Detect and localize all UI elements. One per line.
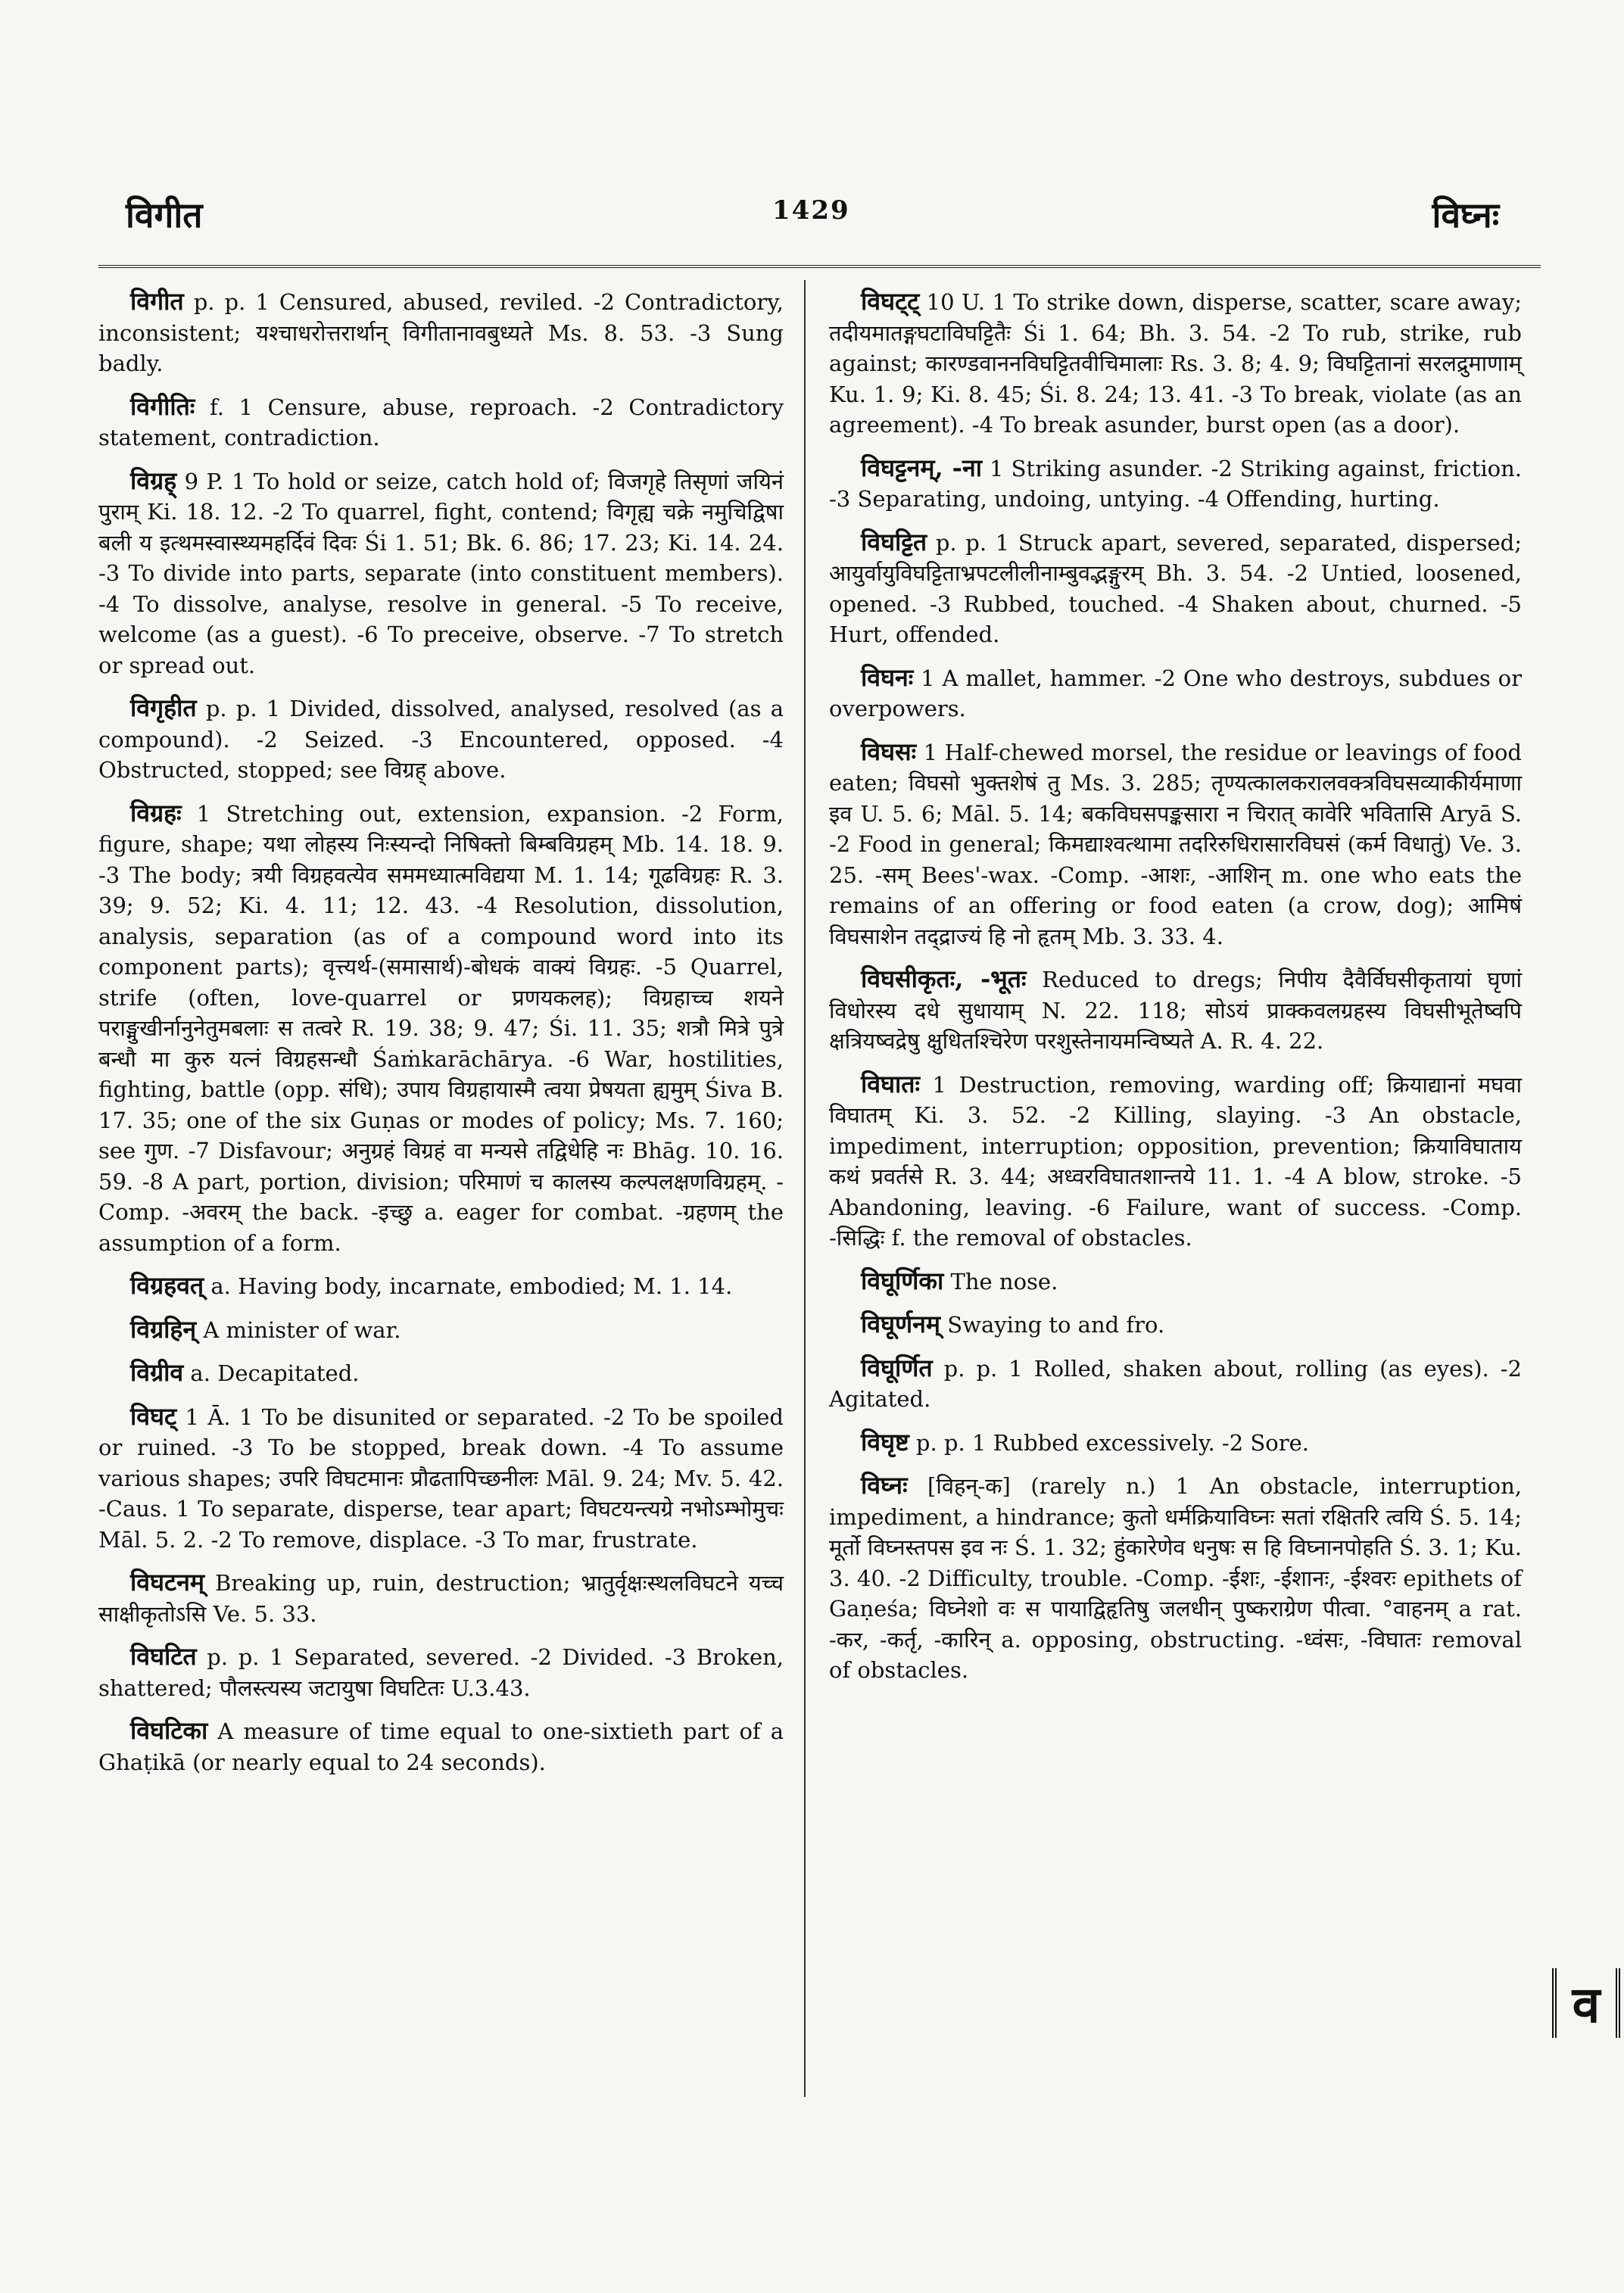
entry-definition: p. p. 1 Rolled, shaken about, rolling (as eyes). -2 Agitated. (829, 1355, 1522, 1412)
entry-definition: 1 Stretching out, extension, expansion. -2 Form, figure, shape; यथा लोहस्य निःस्यन्दो निषिक्तो बिम्बविग्रहम् Mb. 14. 18. 9. -3 The body; त्रयी विग्रहवत्येव सममध्यात्मविद्यया M. 1. 14; गूढविग्रहः R. 3. 39; 9. 52; Ki. 4. 11; 12. 43. -4 Resolution, dissolution, analysis, separation (as of a compound word into its component parts); वृत्त्यर्थ-(समासार्थ)-बोधकं वाक्यं विग्रहः. -5 Quarrel, strife (often, love-quarrel or प्रणयकलह); विग्रहाच्च शयने पराङ्मुखीर्नानुनेतुमबलाः स तत्वरे R. 19. 38; 9. 47; Śi. 11. 35; शत्रौ मित्रे पुत्रे बन्धौ मा कुरु यत्नं विग्रहसन्धौ Śaṁkarāchārya. -6 War, hostilities, fighting, battle (opp. संधि); उपाय विग्रहायास्मै त्वया प्रेषयता ह्यमुम् Śiva B. 17. 35; one of the six Guṇas or modes of policy; Ms. 7. 160; see गुण. -7 Disfavour; अनुग्रहं विग्रहं वा मन्यसे तद्विधेहि नः Bhāg. 10. 16. 59. -8 A part, portion, division; परिमाणं च कालस्य कल्पलक्षणविग्रहम्. -Comp. -अवरम् the back. -इच्छु a. eager for combat. -ग्रहणम् the assumption of a form. (98, 800, 784, 1256)
dictionary-entry (98, 1357, 784, 1389)
dictionary-entry (98, 1270, 784, 1302)
dictionary-entry (98, 1641, 784, 1703)
entry-definition: Swaying to and fro. (940, 1312, 1165, 1338)
entry-headword: विघूर्णिका (861, 1266, 944, 1295)
dictionary-entry (98, 466, 784, 681)
entry-definition: 1 Half-chewed morsel, the residue or leavings of food eaten; विघसो भुक्तशेषं तु Ms. 3. 285; तृण्यत्कालकरालवक्त्रविघसव्याकीर्यमाणा इव U. 5. 6; Māl. 5. 14; बकविघसपङ्कसारा न चिरात् कावेरि भवितासि Aryā S. -2 Food in general; किमद्याश्वत्थामा तदरिरुधिरासारविघसं (कर्म विधातुं) Ve. 3. 25. -सम् Bees'-wax. -Comp. -आशः, -आशिन् m. one who eats the remains of an offering or food eaten (a crow, dog); आमिषं विघसाशेन तद्द्राज्यं हि नो हृतम् Mb. 3. 33. 4. (829, 739, 1522, 949)
entry-definition: 1 Ā. 1 To be disunited or separated. -2 To be spoiled or ruined. -3 To be stopped, break down. -4 To assume various shapes; उपरि विघटमानः प्रौढतापिच्छनीलः Māl. 9. 24; Mv. 5. 42. -Caus. 1 To separate, disperse, tear apart; विघटयन्त्यग्रे नभोऽम्भोमुचः Māl. 5. 2. -2 To remove, displace. -3 To mar, frustrate. (98, 1404, 784, 1553)
entry-definition: a. Having body, incarnate, embodied; M. 1. 14. (204, 1273, 733, 1299)
entry-definition: p. p. 1 Struck apart, severed, separated, dispersed; आयुर्वायुविघट्टिताभ्रपटलीलीनाम्बुवद्भङ्गुरम् Bh. 3. 54. -2 Untied, loosened, opened. -3 Rubbed, touched. -4 Shaken about, churned. -5 Hurt, offended. (829, 529, 1522, 647)
dictionary-entry (829, 1266, 1522, 1298)
entry-headword: विघातः (861, 1069, 920, 1098)
entry-headword: विग्रहवत् (130, 1271, 204, 1300)
dictionary-entry (829, 662, 1522, 724)
dictionary-entry (829, 453, 1522, 515)
dictionary-entry (829, 527, 1522, 650)
left-column (98, 286, 784, 1790)
dictionary-entry (829, 1427, 1522, 1459)
entry-definition: A measure of time equal to one-sixtieth part of a Ghaṭikā (or nearly equal to 24 seconds). (98, 1718, 784, 1775)
entry-headword: विग्रहिन् (130, 1314, 197, 1344)
entry-definition: The nose. (943, 1268, 1058, 1294)
thumb-index-tab: व (1552, 1968, 1620, 2038)
entry-headword: विघटित (130, 1642, 197, 1671)
entry-definition: 1 Striking asunder. -2 Striking against, friction. -3 Separating, undoing, untying. -4 Offending, hurting. (829, 455, 1522, 512)
right-column (829, 286, 1522, 1698)
entry-definition: a. Decapitated. (183, 1360, 360, 1386)
entry-headword: विगृहीत (130, 693, 197, 722)
entry-headword: विघृष्ट (861, 1427, 909, 1456)
entry-headword: विग्रह् (130, 466, 177, 495)
page-number: 1429 (772, 195, 850, 226)
dictionary-entry (829, 737, 1522, 952)
entry-headword: विग्रहः (130, 798, 182, 827)
entry-definition: 10 U. 1 To strike down, disperse, scatter, scare away; तदीयमातङ्गघटाविघट्टितैः Śi 1. 64; Bh. 3. 54. -2 To rub, strike, rub against; कारण्डवाननविघट्टितवीचिमालाः Rs. 3. 8; 4. 9; विघट्टितानां सरलद्रुमाणाम् Ku. 1. 9; Ki. 8. 45; Śi. 8. 24; 13. 41. -3 To break, violate (as an agreement). -4 To break asunder, burst open (as a door). (829, 289, 1522, 438)
dictionary-entry (98, 391, 784, 453)
dictionary-entry (98, 286, 784, 379)
entry-headword: विघसीकृतः, -भूतः (861, 964, 1027, 993)
entry-headword: विघनः (861, 662, 914, 692)
entry-headword: विग्रीव (130, 1358, 184, 1387)
entry-definition: p. p. 1 Separated, severed. -2 Divided. -3 Broken, shattered; पौलस्त्यस्य जटायुषा विघटितः U.3.43. (98, 1644, 784, 1701)
entry-definition: [विहन्-क] (rarely n.) 1 An obstacle, interruption, impediment, a hindrance; कुतो धर्मक्रियाविघ्नः सतां रक्षितरि त्वयि Ś. 5. 14; मूर्तो विघ्नस्तपस इव नः Ś. 1. 32; हुंकारेणेव धनुषः स हि विघ्नानपोहति Ś. 3. 1; Ku. 3. 40. -2 Difficulty, trouble. -Comp. -ईशः, -ईशानः, -ईश्वरः epithets of Gaṇeśa; विघ्नेशो वः स पायाद्विहृतिषु जलधीन् पुष्कराग्रेण पीत्वा. °वाहनम् a rat. -कर, -कर्तृ, -कारिन् a. opposing, obstructing. -ध्वंसः, -विघातः removal of obstacles. (829, 1473, 1522, 1683)
dictionary-entry (98, 1715, 784, 1777)
header-right-guide-word: विघ्नः (1432, 195, 1499, 235)
dictionary-entry (98, 693, 784, 786)
entry-headword: विघटिका (130, 1716, 208, 1745)
entry-definition: 1 A mallet, hammer. -2 One who destroys, subdues or overpowers. (829, 665, 1522, 721)
page-header (98, 191, 1529, 251)
dictionary-entry (829, 1353, 1522, 1415)
entry-definition: p. p. 1 Censured, abused, reviled. -2 Contradictory, inconsistent; यश्चाधरोत्तरार्थान् विगीतानावबुध्यते Ms. 8. 53. -3 Sung badly. (98, 289, 784, 376)
header-rule (98, 265, 1541, 268)
entry-headword: विघसः (861, 737, 917, 766)
entry-headword: विघूर्णनम् (861, 1310, 941, 1338)
header-left-guide-word: विगीत (126, 195, 203, 235)
entry-definition: f. 1 Censure, abuse, reproach. -2 Contradictory statement, contradiction. (98, 394, 784, 450)
entry-headword: विघट्टित (861, 527, 927, 556)
entry-headword: विघटनम् (130, 1568, 205, 1597)
entry-definition: A minister of war. (196, 1316, 401, 1343)
entry-headword: विघट्टनम्, -ना (861, 453, 982, 482)
dictionary-entry (829, 1069, 1522, 1254)
entry-definition: 9 P. 1 To hold or seize, catch hold of; विजगृहे तिसृणां जयिनं पुराम् Ki. 18. 12. -2 To quarrel, fight, contend; विगृह्य चक्रे नमुचिद्विषा बली य इत्थमस्वास्थ्यमहर्दिवं दिवः Śi 1. 51; Bk. 6. 86; 17. 23; Ki. 14. 24. -3 To divide into parts, separate (into constituent members). -4 To dissolve, analyse, resolve in general. -5 To receive, welcome (as a guest). -6 To preceive, observe. -7 To stretch or spread out. (98, 468, 784, 678)
entry-headword: विगीतिः (130, 391, 195, 421)
entry-headword: विघट्ट् (861, 287, 920, 316)
dictionary-entry (829, 286, 1522, 441)
entry-headword: विघूर्णित (861, 1353, 933, 1382)
entry-definition: 1 Destruction, removing, warding off; क्रियाद्यानां मघवा विघातम् Ki. 3. 52. -2 Killing, slaying. -3 An obstacle, impediment, interruption; opposition, prevention; क्रियाविघाताय कथं प्रवर्तसे R. 3. 44; अध्वरविघातशान्तये 11. 1. -4 A blow, stroke. -5 Abandoning, leaving. -6 Failure, want of success. -Comp. -सिद्धिः f. the removal of obstacles. (829, 1071, 1522, 1251)
dictionary-entry (829, 1470, 1522, 1686)
entry-headword: विघट् (130, 1401, 177, 1431)
dictionary-entry (98, 1314, 784, 1346)
dictionary-entry (829, 1309, 1522, 1341)
dictionary-entry (829, 964, 1522, 1057)
entry-definition: Reduced to dregs; निपीय दैवैर्विघसीकृतायां घृणां विधोरस्य दधे सुधायाम् N. 22. 118; सोऽयं प्राक्कवलग्रहस्य विघसीभूतेष्वपि क्षत्रियष्वद्रेषु क्षुधितश्चिरेण परशुस्तेनायमन्विष्यते A. R. 4. 22. (829, 967, 1522, 1054)
entry-definition: p. p. 1 Rubbed excessively. -2 Sore. (909, 1429, 1309, 1456)
dictionary-entry (98, 1567, 784, 1629)
entry-headword: विगीत (130, 287, 184, 316)
dictionary-entry (98, 798, 784, 1259)
entry-definition: p. p. 1 Divided, dissolved, analysed, resolved (as a compound). -2 Seized. -3 Encountered, opposed. -4 Obstructed, stopped; see विग्रह् above. (98, 696, 784, 783)
dictionary-entry (98, 1401, 784, 1556)
column-divider (804, 280, 806, 2097)
entry-definition: Breaking up, ruin, destruction; भ्रातुर्वृक्षःस्थलविघटने यच्च साक्षीकृतोऽसि Ve. 5. 33. (98, 1570, 784, 1627)
entry-headword: विघ्नः (861, 1471, 908, 1500)
